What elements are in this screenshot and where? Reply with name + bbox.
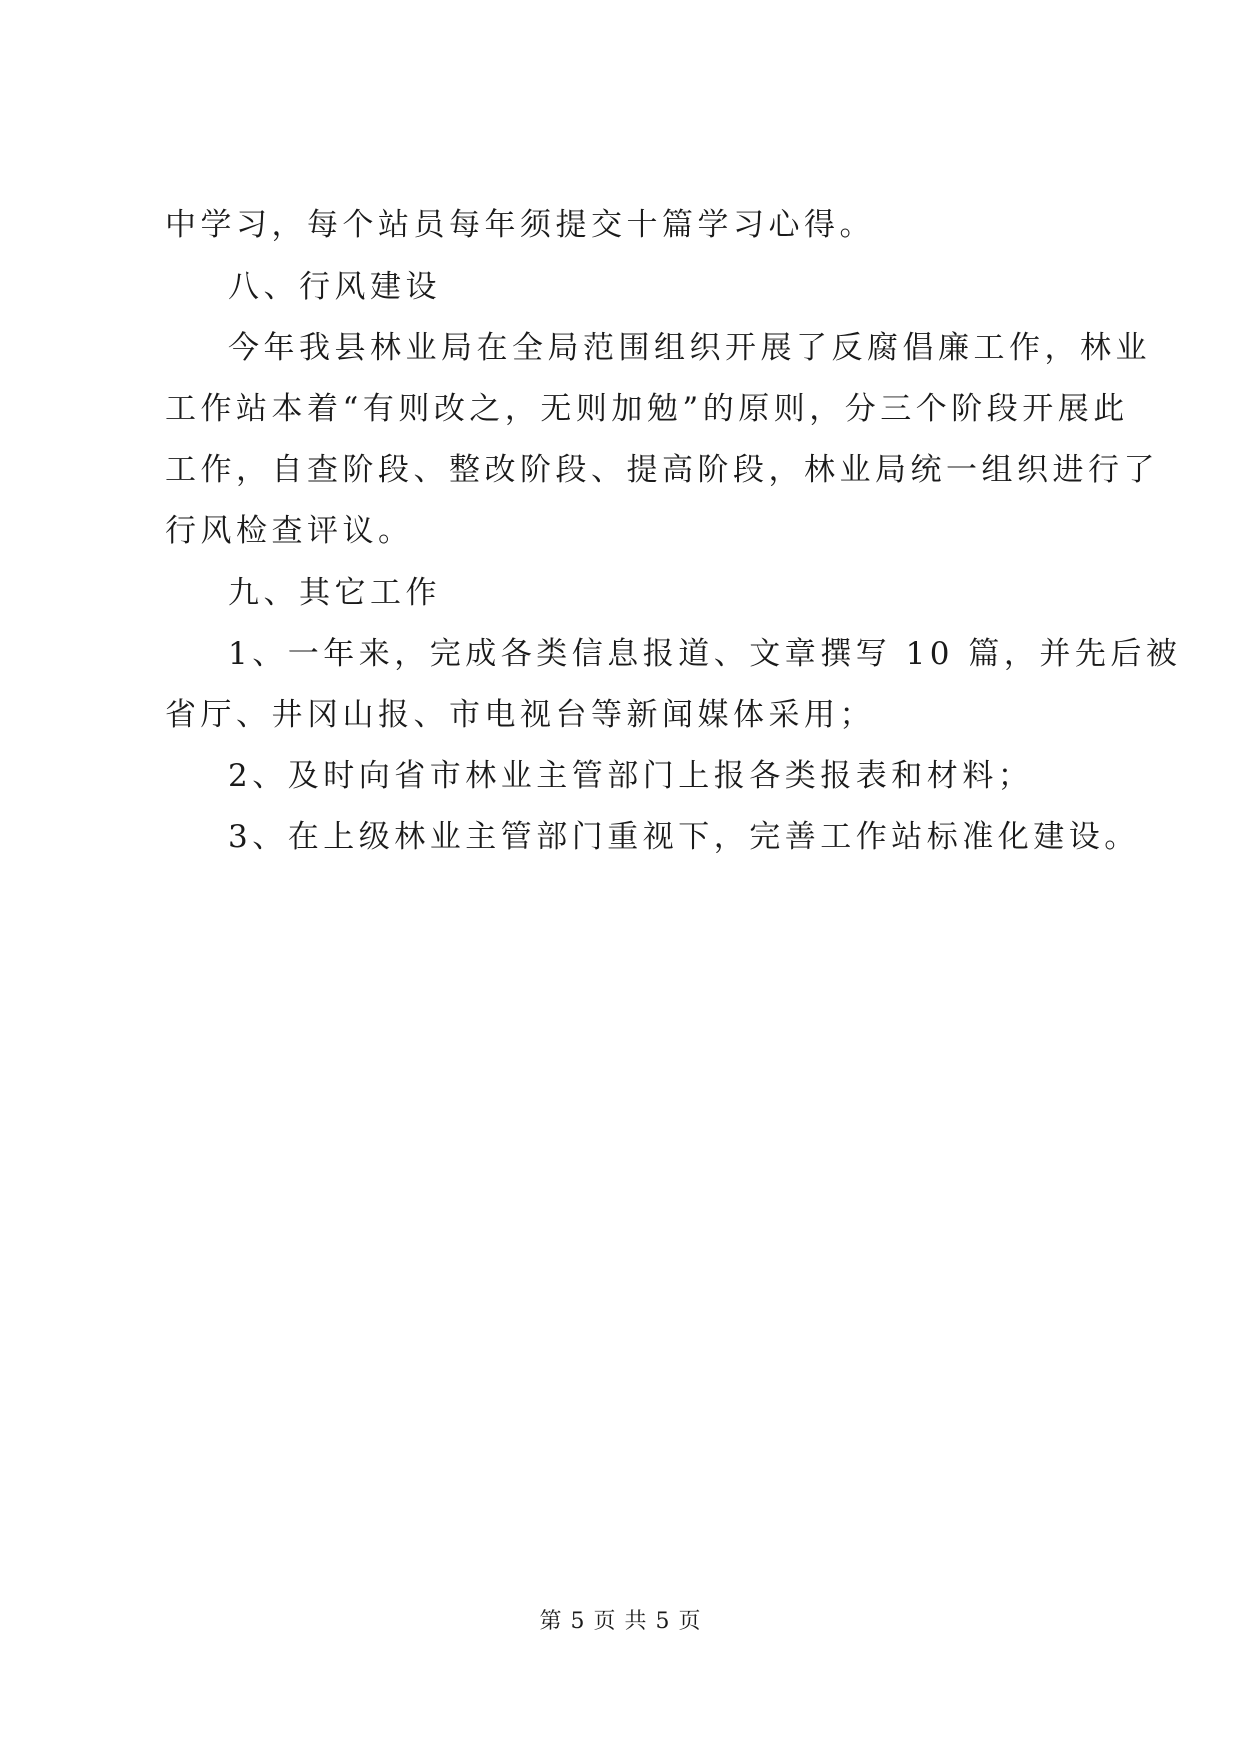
list-item-1-line: 1、一年来，完成各类信息报道、文章撰写 10 篇，并先后被 bbox=[228, 636, 1182, 672]
section-heading-9: 九、其它工作 bbox=[228, 575, 441, 611]
list-item-3: 3、在上级林业主管部门重视下，完善工作站标准化建设。 bbox=[228, 819, 1140, 855]
paragraph-line: 行风检查评议。 bbox=[165, 513, 414, 549]
paragraph-line: 工作，自查阶段、整改阶段、提高阶段，林业局统一组织进行了 bbox=[165, 452, 1159, 488]
page-number-footer: 第 5 页 共 5 页 bbox=[539, 1609, 702, 1634]
paragraph-line: 工作站本着“有则改之，无则加勉”的原则，分三个阶段开展此 bbox=[165, 391, 1129, 427]
section-heading-8: 八、行风建设 bbox=[228, 269, 441, 305]
paragraph-line: 今年我县林业局在全局范围组织开展了反腐倡廉工作，林业 bbox=[228, 330, 1151, 366]
list-item-1-line: 省厅、井冈山报、市电视台等新闻媒体采用； bbox=[165, 697, 875, 733]
list-item-2: 2、及时向省市林业主管部门上报各类报表和材料； bbox=[228, 758, 1034, 794]
paragraph-continuation-line: 中学习，每个站员每年须提交十篇学习心得。 bbox=[165, 207, 875, 243]
